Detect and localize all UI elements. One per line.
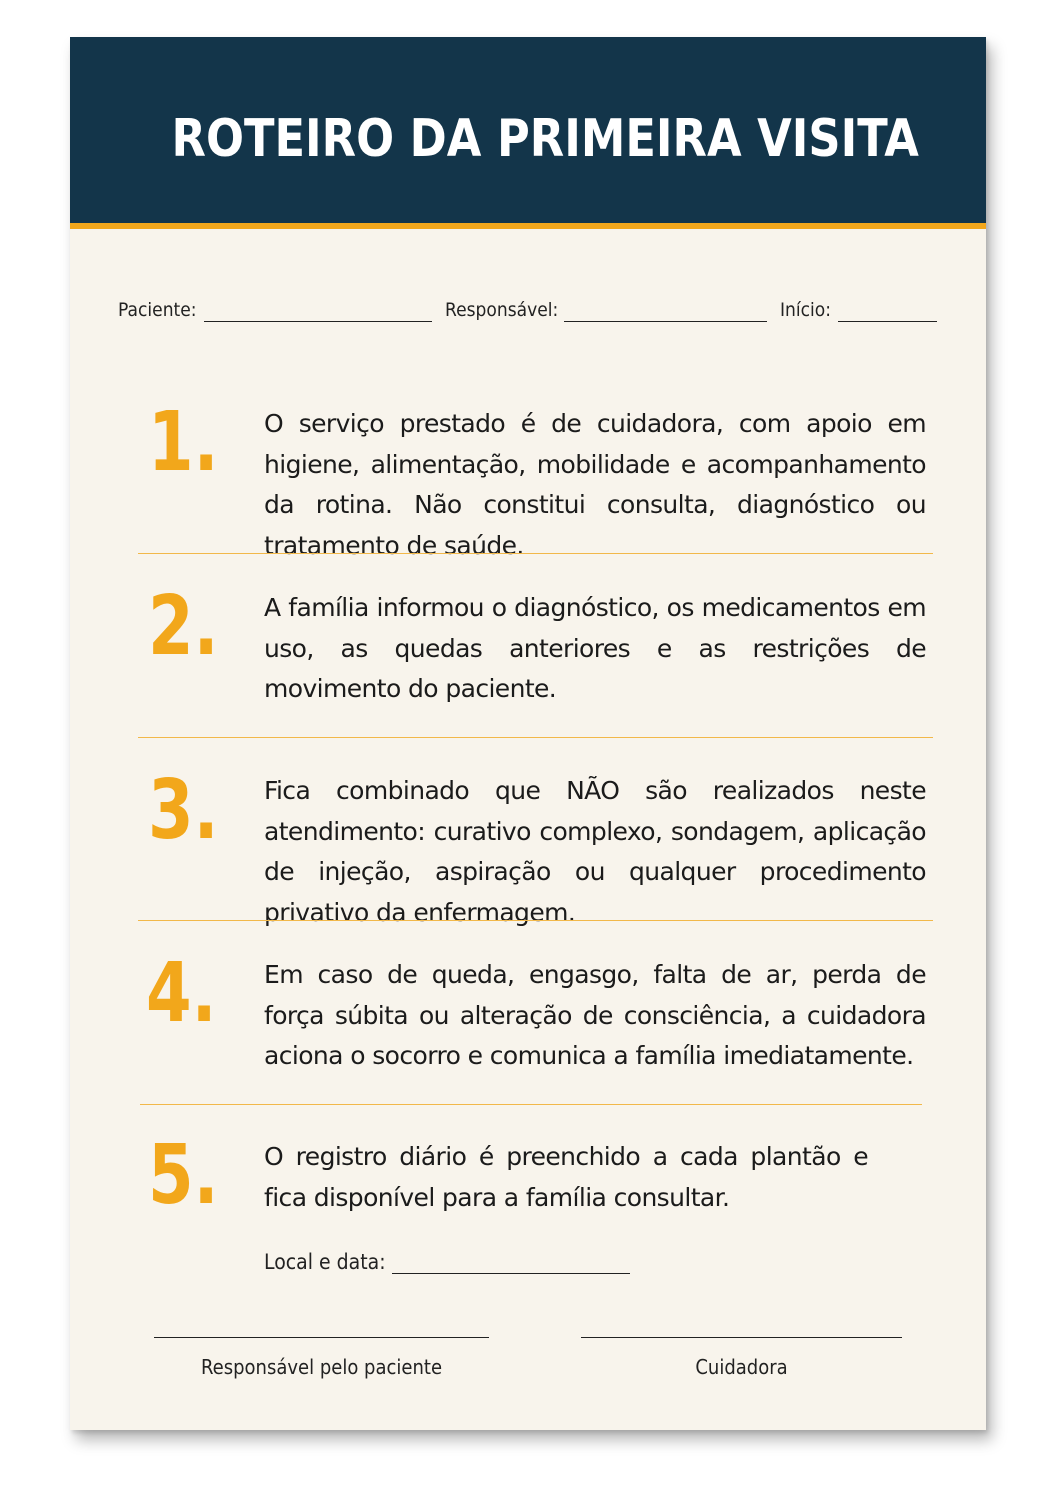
- item-number: 5.: [148, 1128, 219, 1223]
- responsible-field-line[interactable]: [564, 321, 767, 322]
- patient-field-line[interactable]: [204, 321, 432, 322]
- local-date-label: Local e data:: [264, 1250, 386, 1274]
- item-text: O registro diário é preenchido a cada plantão e fica disponível para a família consultar.: [264, 1142, 868, 1212]
- item-divider: [140, 1104, 922, 1105]
- item-text: A família informou o diagnóstico, os medicamentos em uso, as quedas anteriores e as restrições de movimento do paciente.: [264, 593, 926, 703]
- responsible-label: Responsável:: [445, 299, 559, 321]
- start-field-line[interactable]: [838, 321, 937, 322]
- info-fields: [118, 299, 940, 329]
- item-divider: [138, 920, 933, 921]
- item-divider: [138, 553, 933, 554]
- item-number: 1.: [148, 395, 219, 490]
- patient-label: Paciente:: [118, 299, 197, 321]
- item-text: O serviço prestado é de cuidadora, com apoio em higiene, alimentação, mobilidade e acompanhamento da rotina. Não constitui consulta, diagnóstico ou tratamento de saúde.: [264, 409, 926, 560]
- item-number: 3.: [148, 763, 219, 858]
- header-band: [70, 37, 986, 229]
- local-date-field: [264, 1250, 386, 1274]
- signature-label-responsible: Responsável pelo paciente: [200, 1355, 443, 1379]
- item-text: Em caso de queda, engasgo, falta de ar, perda de força súbita ou alteração de consciência, a cuidadora aciona o socorro e comunica a família imediatamente.: [264, 960, 926, 1070]
- start-label: Início:: [780, 299, 832, 321]
- item-divider: [138, 737, 933, 738]
- item-number: 4.: [146, 946, 217, 1041]
- document-title: ROTEIRO DA PRIMEIRA VISITA: [171, 109, 919, 169]
- document-sheet: [70, 37, 986, 1430]
- item-text: Fica combinado que NÃO são realizados neste atendimento: curativo complexo, sondagem, aplicação de injeção, aspiração ou qualquer procedimento privativo da enfermagem.: [264, 776, 926, 927]
- signature-line-caregiver[interactable]: [581, 1337, 902, 1338]
- local-date-line[interactable]: [392, 1273, 630, 1274]
- item-number: 2.: [148, 579, 219, 674]
- signature-line-responsible[interactable]: [154, 1337, 489, 1338]
- signature-label-caregiver: Cuidadora: [695, 1355, 788, 1379]
